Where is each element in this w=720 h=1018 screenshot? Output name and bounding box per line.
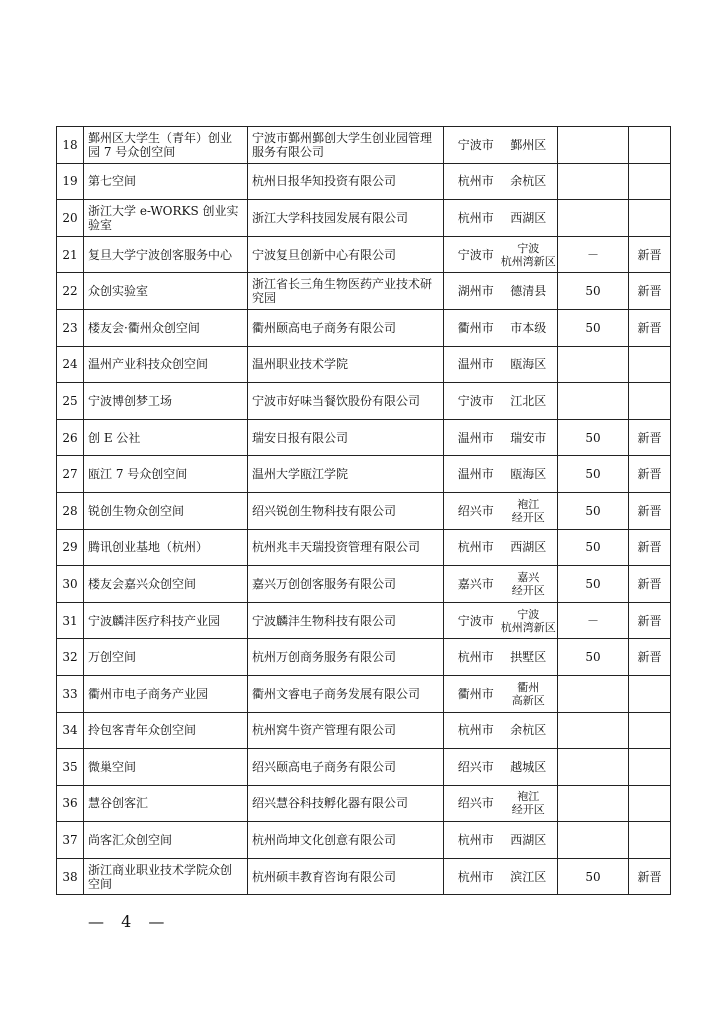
district: 德清县 [500, 273, 558, 310]
score: 50 [558, 273, 629, 310]
status-tag [629, 749, 671, 786]
table-row [57, 456, 671, 493]
score [558, 712, 629, 749]
space-name: 尚客汇众创空间 [84, 822, 248, 859]
row-number: 36 [57, 785, 84, 822]
district: 滨江区 [500, 858, 558, 895]
operator-org: 杭州尚坤文化创意有限公司 [248, 822, 444, 859]
score: － [558, 236, 629, 273]
city: 绍兴市 [444, 492, 500, 529]
city: 湖州市 [444, 273, 500, 310]
row-number: 28 [57, 492, 84, 529]
score [558, 346, 629, 383]
score [558, 822, 629, 859]
status-tag [629, 127, 671, 164]
district-line: 经开区 [511, 510, 545, 524]
city: 宁波市 [444, 383, 500, 420]
table-row [57, 785, 671, 822]
space-name: 衢州市电子商务产业园 [84, 675, 248, 712]
table-row [57, 309, 671, 346]
status-tag [629, 822, 671, 859]
status-tag: 新晋 [629, 566, 671, 603]
space-name: 第七空间 [84, 163, 248, 200]
city: 杭州市 [444, 822, 500, 859]
district: 西湖区 [500, 200, 558, 237]
space-name: 楼友会嘉兴众创空间 [84, 566, 248, 603]
space-name: 楼友会·衢州众创空间 [84, 309, 248, 346]
space-name: 宁波麟沣医疗科技产业园 [84, 602, 248, 639]
space-name: 创 E 公社 [84, 419, 248, 456]
city: 衢州市 [444, 675, 500, 712]
city: 绍兴市 [444, 785, 500, 822]
table-row [57, 566, 671, 603]
operator-org: 绍兴颐高电子商务有限公司 [248, 749, 444, 786]
row-number: 35 [57, 749, 84, 786]
operator-org: 浙江省长三角生物医药产业技术研究园 [248, 273, 444, 310]
operator-org: 衢州颐高电子商务有限公司 [248, 309, 444, 346]
status-tag: 新晋 [629, 419, 671, 456]
space-name: 锐创生物众创空间 [84, 492, 248, 529]
score: 50 [558, 456, 629, 493]
district-line: 嘉兴 [517, 570, 540, 584]
status-tag [629, 712, 671, 749]
city: 温州市 [444, 419, 500, 456]
city: 宁波市 [444, 236, 500, 273]
status-tag: 新晋 [629, 236, 671, 273]
row-number: 25 [57, 383, 84, 420]
district [500, 602, 558, 639]
score: 50 [558, 309, 629, 346]
operator-org: 宁波复旦创新中心有限公司 [248, 236, 444, 273]
operator-org: 绍兴锐创生物科技有限公司 [248, 492, 444, 529]
table-row [57, 163, 671, 200]
space-name: 瓯江 7 号众创空间 [84, 456, 248, 493]
city: 衢州市 [444, 309, 500, 346]
score [558, 675, 629, 712]
row-number: 38 [57, 858, 84, 895]
status-tag: 新晋 [629, 602, 671, 639]
city: 杭州市 [444, 200, 500, 237]
operator-org: 温州职业技术学院 [248, 346, 444, 383]
table-row [57, 529, 671, 566]
operator-org: 绍兴慧谷科技孵化器有限公司 [248, 785, 444, 822]
score [558, 785, 629, 822]
row-number: 24 [57, 346, 84, 383]
district-line: 宁波 [517, 241, 540, 255]
operator-org: 宁波麟沣生物科技有限公司 [248, 602, 444, 639]
space-name: 慧谷创客汇 [84, 785, 248, 822]
district-line: 经开区 [511, 583, 545, 597]
page-number: — 4 — [88, 912, 171, 931]
district-line: 高新区 [511, 693, 545, 707]
district-line: 宁波 [517, 607, 540, 621]
score: 50 [558, 858, 629, 895]
table-row [57, 602, 671, 639]
district-line: 杭州湾新区 [500, 254, 556, 268]
table-row [57, 383, 671, 420]
district: 余杭区 [500, 163, 558, 200]
district [500, 785, 558, 822]
row-number: 34 [57, 712, 84, 749]
space-name: 宁波博创梦工场 [84, 383, 248, 420]
space-name: 微巢空间 [84, 749, 248, 786]
operator-org: 衢州文睿电子商务发展有限公司 [248, 675, 444, 712]
district-line: 经开区 [511, 803, 545, 817]
status-tag: 新晋 [629, 456, 671, 493]
city: 杭州市 [444, 639, 500, 676]
score [558, 200, 629, 237]
status-tag [629, 163, 671, 200]
district [500, 492, 558, 529]
status-tag: 新晋 [629, 492, 671, 529]
district: 西湖区 [500, 529, 558, 566]
row-number: 27 [57, 456, 84, 493]
operator-org: 杭州日报华知投资有限公司 [248, 163, 444, 200]
table-row [57, 200, 671, 237]
table-row [57, 236, 671, 273]
status-tag: 新晋 [629, 529, 671, 566]
status-tag: 新晋 [629, 639, 671, 676]
district: 余杭区 [500, 712, 558, 749]
space-name: 拎包客青年众创空间 [84, 712, 248, 749]
operator-org: 宁波市鄞州鄞创大学生创业园管理服务有限公司 [248, 127, 444, 164]
district-line: 衢州 [517, 680, 540, 694]
row-number: 20 [57, 200, 84, 237]
district: 瓯海区 [500, 346, 558, 383]
space-name: 腾讯创业基地（杭州） [84, 529, 248, 566]
row-number: 26 [57, 419, 84, 456]
space-name: 万创空间 [84, 639, 248, 676]
district: 瓯海区 [500, 456, 558, 493]
status-tag: 新晋 [629, 273, 671, 310]
row-number: 32 [57, 639, 84, 676]
score [558, 383, 629, 420]
row-number: 31 [57, 602, 84, 639]
incubator-list-table [56, 126, 671, 895]
district-line: 杭州湾新区 [500, 620, 556, 634]
score: 50 [558, 639, 629, 676]
table-row [57, 419, 671, 456]
row-number: 30 [57, 566, 84, 603]
score [558, 163, 629, 200]
status-tag [629, 785, 671, 822]
city: 宁波市 [444, 602, 500, 639]
city: 绍兴市 [444, 749, 500, 786]
score: 50 [558, 566, 629, 603]
score: － [558, 602, 629, 639]
row-number: 18 [57, 127, 84, 164]
city: 嘉兴市 [444, 566, 500, 603]
status-tag [629, 675, 671, 712]
table-row [57, 273, 671, 310]
space-name: 鄞州区大学生（青年）创业园 7 号众创空间 [84, 127, 248, 164]
row-number: 33 [57, 675, 84, 712]
table-row [57, 822, 671, 859]
table-row [57, 858, 671, 895]
operator-org: 温州大学瓯江学院 [248, 456, 444, 493]
operator-org: 宁波市好味当餐饮股份有限公司 [248, 383, 444, 420]
operator-org: 杭州硕丰教育咨询有限公司 [248, 858, 444, 895]
district: 瑞安市 [500, 419, 558, 456]
district: 西湖区 [500, 822, 558, 859]
operator-org: 嘉兴万创创客服务有限公司 [248, 566, 444, 603]
status-tag: 新晋 [629, 858, 671, 895]
space-name: 浙江商业职业技术学院众创空间 [84, 858, 248, 895]
city: 杭州市 [444, 529, 500, 566]
district-line: 袍江 [517, 497, 540, 511]
status-tag [629, 383, 671, 420]
table-row [57, 346, 671, 383]
score: 50 [558, 529, 629, 566]
table-row [57, 127, 671, 164]
status-tag: 新晋 [629, 309, 671, 346]
operator-org: 杭州窝牛资产管理有限公司 [248, 712, 444, 749]
space-name: 温州产业科技众创空间 [84, 346, 248, 383]
operator-org: 杭州万创商务服务有限公司 [248, 639, 444, 676]
space-name: 浙江大学 e-WORKS 创业实验室 [84, 200, 248, 237]
row-number: 19 [57, 163, 84, 200]
city: 杭州市 [444, 712, 500, 749]
score: 50 [558, 492, 629, 529]
table-row [57, 639, 671, 676]
row-number: 29 [57, 529, 84, 566]
district-line: 袍江 [517, 790, 540, 804]
district [500, 675, 558, 712]
score: 50 [558, 419, 629, 456]
city: 温州市 [444, 346, 500, 383]
district [500, 236, 558, 273]
row-number: 37 [57, 822, 84, 859]
district: 市本级 [500, 309, 558, 346]
score [558, 749, 629, 786]
status-tag [629, 200, 671, 237]
district: 江北区 [500, 383, 558, 420]
row-number: 23 [57, 309, 84, 346]
space-name: 复旦大学宁波创客服务中心 [84, 236, 248, 273]
table-row [57, 712, 671, 749]
operator-org: 浙江大学科技园发展有限公司 [248, 200, 444, 237]
table-row [57, 675, 671, 712]
district: 越城区 [500, 749, 558, 786]
score [558, 127, 629, 164]
table-body [57, 127, 671, 895]
district: 拱墅区 [500, 639, 558, 676]
city: 杭州市 [444, 163, 500, 200]
status-tag [629, 346, 671, 383]
row-number: 21 [57, 236, 84, 273]
city: 杭州市 [444, 858, 500, 895]
district: 鄞州区 [500, 127, 558, 164]
table-row [57, 749, 671, 786]
city: 温州市 [444, 456, 500, 493]
operator-org: 瑞安日报有限公司 [248, 419, 444, 456]
table-row [57, 492, 671, 529]
space-name: 众创实验室 [84, 273, 248, 310]
district [500, 566, 558, 603]
operator-org: 杭州兆丰天瑞投资管理有限公司 [248, 529, 444, 566]
city: 宁波市 [444, 127, 500, 164]
row-number: 22 [57, 273, 84, 310]
